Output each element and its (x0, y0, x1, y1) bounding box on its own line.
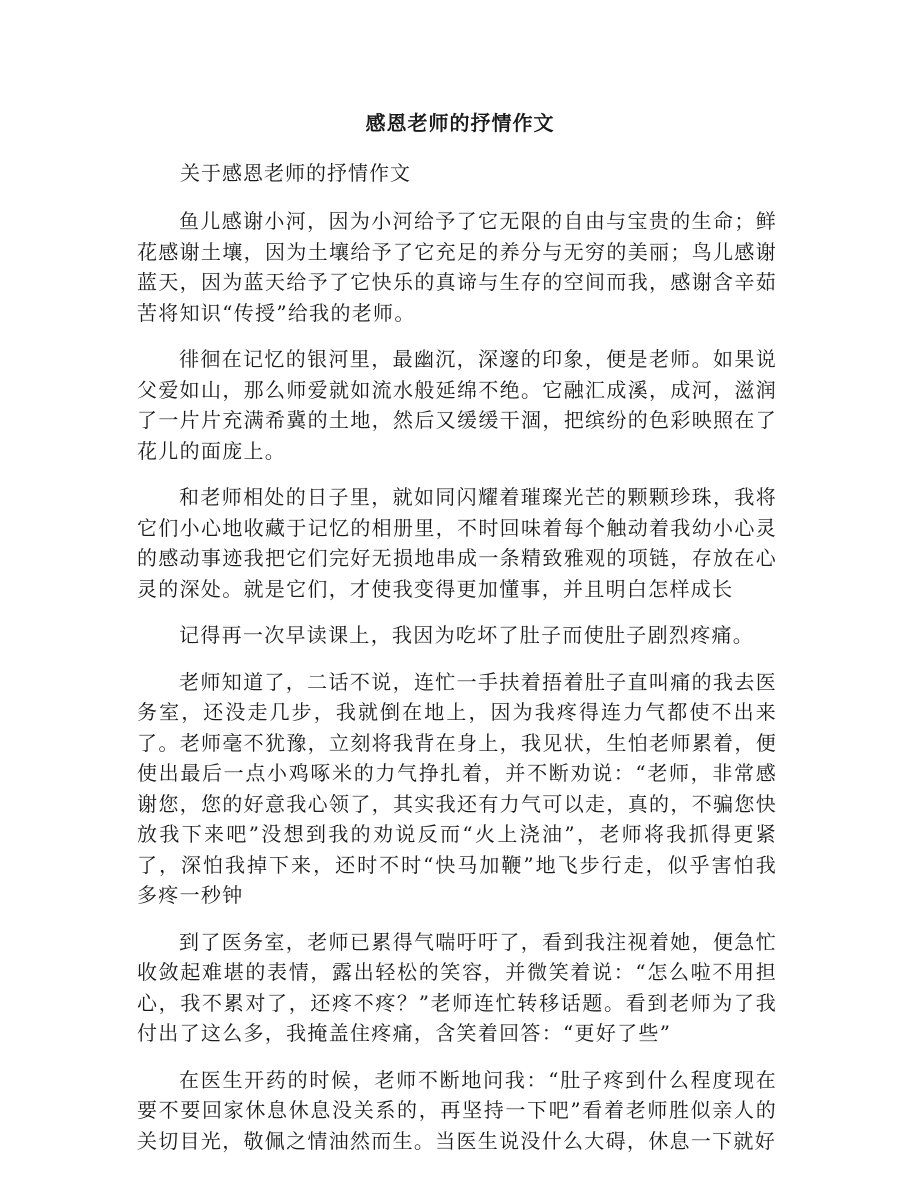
paragraph: 记得再一次早读课上，我因为吃坏了肚子而使肚子剧烈疼痛。 (179, 623, 755, 647)
document-title: 感恩老师的抒情作文 (365, 111, 555, 135)
document-subtitle: 关于感恩老师的抒情作文 (180, 161, 411, 185)
paragraph: 老师知道了，二话不说，连忙一手扶着捂着肚子直叫痛的我去医务室，还没走几步，我就倒在地上，因为我疼得连力气都使不出来了。老师毫不犹豫，立刻将我背在身上，我见状，生怕老师累着，便使出最后一点小鸡啄米的力气挣扎着，并不断劝说：“老师，非常感谢您，您的好意我心领了，其实我还有力气可以走，真的，不骗您快放我下来吧”没想到我的劝说反而“火上浇油”，老师将我抓得更紧了，深怕我掉下来，还时不时“快马加鞭”地飞步行走，似乎害怕我多疼一秒钟 (137, 669, 777, 907)
paragraph: 到了医务室，老师已累得气喘吁吁了，看到我注视着她，便急忙收敛起难堪的表情，露出轻松的笑容，并微笑着说：“怎么啦不用担心，我不累对了，还疼不疼？”老师连忙转移话题。看到老师为了我付出了这么多，我掩盖住疼痛，含笑着回答：“更好了些” (137, 929, 777, 1045)
paragraph: 和老师相处的日子里，就如同闪耀着璀璨光芒的颗颗珍珠，我将它们小心地收藏于记忆的相册里，不时回味着每个触动着我幼小心灵的感动事迹我把它们完好无损地串成一条精致雅观的项链，存放在心灵的深处。就是它们，才使我变得更加懂事，并且明白怎样成长 (137, 485, 777, 601)
paragraph: 鱼儿感谢小河，因为小河给予了它无限的自由与宝贵的生命；鲜花感谢土壤，因为土壤给予了它充足的养分与无穷的美丽；鸟儿感谢蓝天，因为蓝天给予了它快乐的真谛与生存的空间而我，感谢含辛茹苦将知识“传授”给我的老师。 (137, 209, 777, 325)
document-body (137, 206, 777, 1172)
paragraph: 徘徊在记忆的银河里，最幽沉，深邃的印象，便是老师。如果说父爱如山，那么师爱就如流水般延绵不绝。它融汇成溪，成河，滋润了一片片充满希冀的土地，然后又缓缓干涸，把缤纷的色彩映照在了花儿的面庞上。 (137, 347, 777, 463)
paragraph: 在医生开药的时候，老师不断地问我：“肚子疼到什么程度现在要不要回家休息休息没关系的，再坚持一下吧”看着老师胜似亲人的关切目光，敬佩之情油然而生。当医生说没什么大碍，休息一下就好 (137, 1067, 777, 1153)
